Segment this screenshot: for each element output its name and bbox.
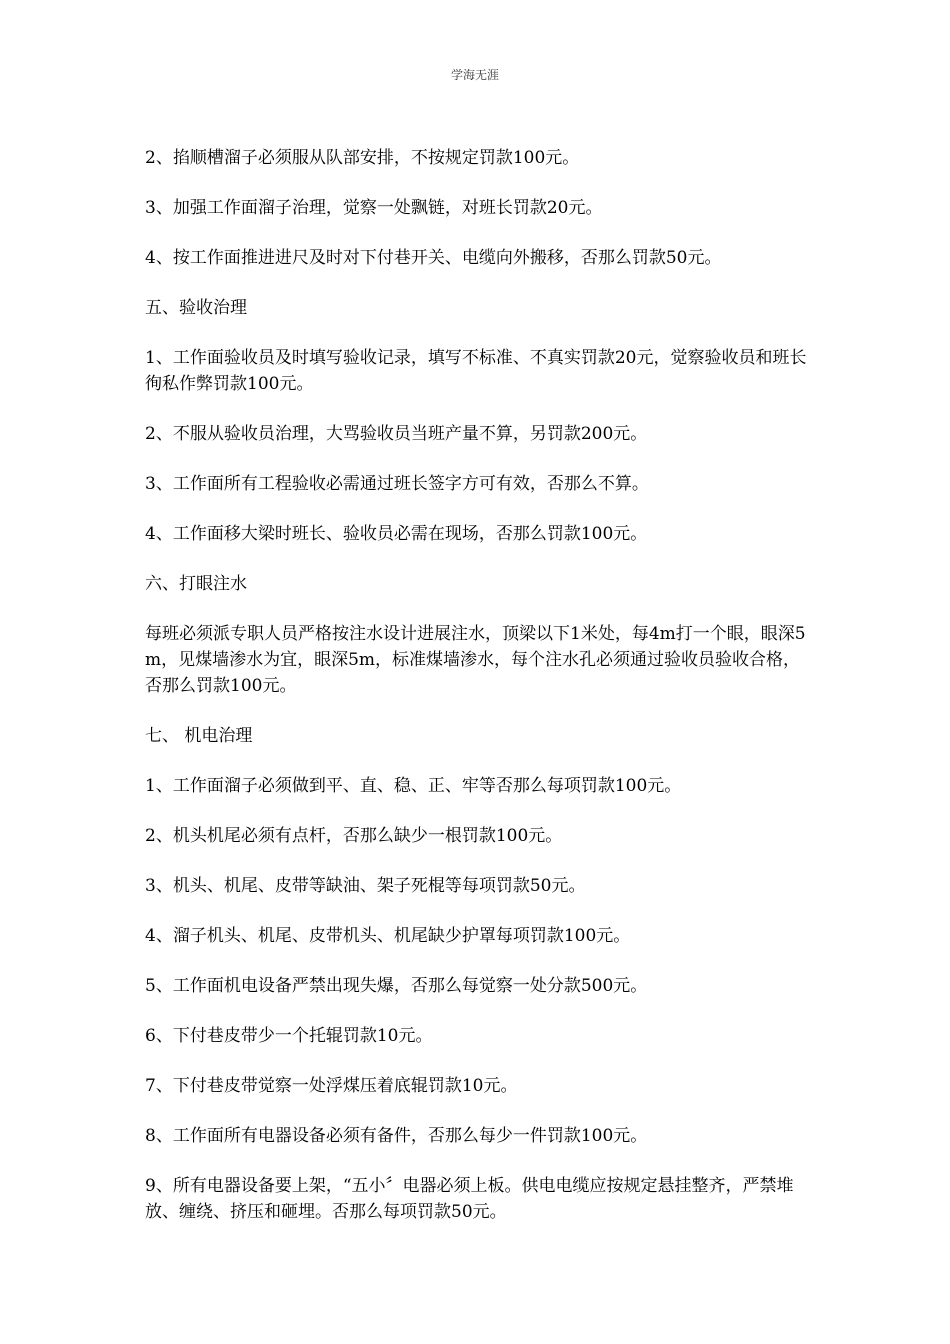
section-heading: 七、 机电治理 xyxy=(145,726,253,746)
paragraph: 4、溜子机头、机尾、皮带机头、机尾缺少护罩每项罚款100元。 xyxy=(145,926,631,946)
paragraph: 6、下付巷皮带少一个托辊罚款10元。 xyxy=(145,1026,433,1046)
section-heading: 五、验收治理 xyxy=(145,298,247,318)
paragraph: 3、机头、机尾、皮带等缺油、架子死棍等每项罚款50元。 xyxy=(145,876,586,896)
paragraph: 2、机头机尾必须有点杆，否那么缺少一根罚款100元。 xyxy=(145,826,563,846)
page-header: 学海无涯 xyxy=(450,68,499,82)
document-body xyxy=(145,145,810,1249)
paragraph: 2、不服从验收员治理，大骂验收员当班产量不算，另罚款200元。 xyxy=(145,424,648,444)
paragraph: 4、按工作面推进进尺及时对下付巷开关、电缆向外搬移，否那么罚款50元。 xyxy=(145,248,722,268)
paragraph: 9、所有电器设备要上架，“五小〞电器必须上板。供电电缆应按规定悬挂整齐，严禁堆放、缠绕、挤压和砸埋。否那么每项罚款50元。 xyxy=(145,1176,794,1222)
paragraph: 1、工作面溜子必须做到平、直、稳、正、牢等否那么每项罚款100元。 xyxy=(145,776,682,796)
paragraph: 7、下付巷皮带觉察一处浮煤压着底辊罚款10元。 xyxy=(145,1076,518,1096)
paragraph: 2、掐顺槽溜子必须服从队部安排，不按规定罚款100元。 xyxy=(145,148,580,168)
paragraph: 每班必须派专职人员严格按注水设计进展注水，顶梁以下1米处，每4m打一个眼，眼深5m，见煤墙渗水为宜，眼深5m，标准煤墙渗水，每个注水孔必须通过验收员验收合格，否那么罚款100元。 xyxy=(145,624,806,696)
paragraph: 3、加强工作面溜子治理，觉察一处飘链，对班长罚款20元。 xyxy=(145,198,603,218)
paragraph: 4、工作面移大梁时班长、验收员必需在现场，否那么罚款100元。 xyxy=(145,524,648,544)
section-heading: 六、打眼注水 xyxy=(145,574,247,594)
paragraph: 5、工作面机电设备严禁出现失爆，否那么每觉察一处分款500元。 xyxy=(145,976,648,996)
paragraph: 1、工作面验收员及时填写验收记录，填写不标准、不真实罚款20元，觉察验收员和班长徇私作弊罚款100元。 xyxy=(145,348,807,394)
paragraph: 3、工作面所有工程验收必需通过班长签字方可有效，否那么不算。 xyxy=(145,474,649,494)
paragraph: 8、工作面所有电器设备必须有备件，否那么每少一件罚款100元。 xyxy=(145,1126,648,1146)
